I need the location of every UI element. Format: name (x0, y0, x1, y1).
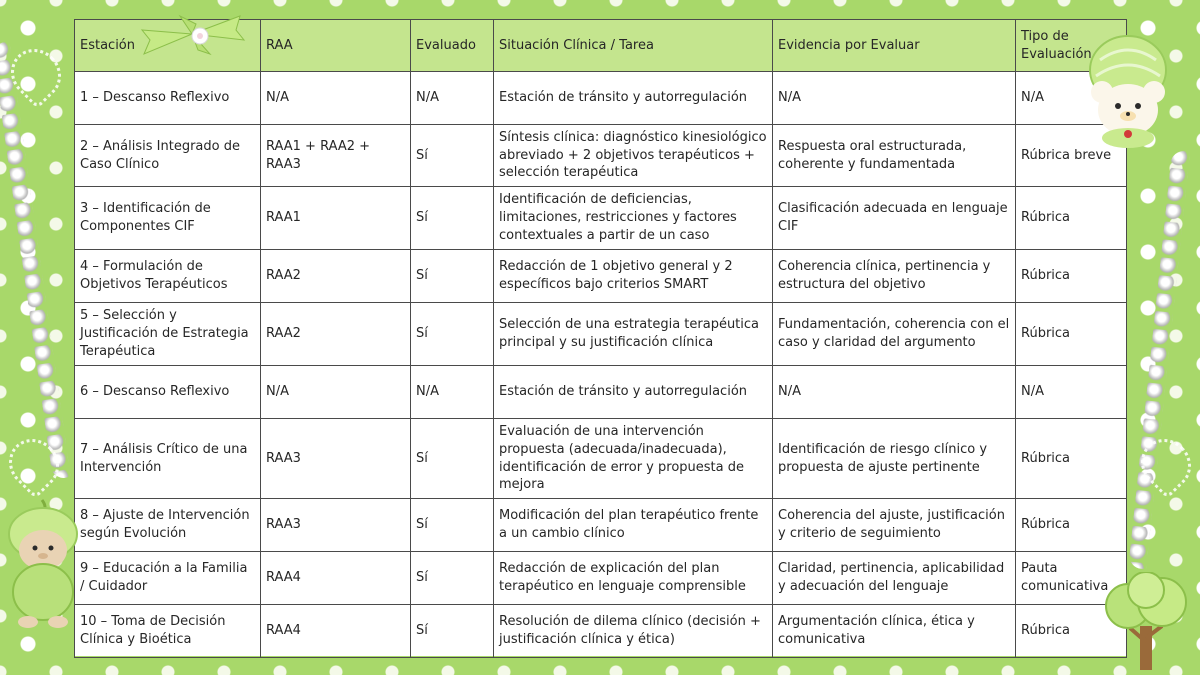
header-tipo: Tipo de Evaluación (1016, 20, 1127, 72)
evaluation-table-card (74, 19, 1126, 656)
header-evidencia: Evidencia por Evaluar (773, 20, 1016, 72)
cell-raa: N/A (261, 72, 411, 125)
melon-plush-figure-icon (4, 498, 82, 630)
table-row (75, 303, 1127, 366)
cell-estacion: 9 – Educación a la Familia / Cuidador (75, 552, 261, 605)
table-row (75, 72, 1127, 125)
cell-evidencia: Claridad, pertinencia, aplicabilidad y adecuación del lenguaje (773, 552, 1016, 605)
ribbon-bow-icon (140, 10, 246, 62)
cell-estacion: 10 – Toma de Decisión Clínica y Bioética (75, 605, 261, 658)
cell-situacion: Identificación de deficiencias, limitaciones, restricciones y factores contextuales a partir de un caso (494, 187, 773, 250)
cell-evidencia: N/A (773, 366, 1016, 419)
green-tree-icon (1096, 572, 1196, 675)
cell-raa: RAA4 (261, 552, 411, 605)
cell-situacion: Selección de una estrategia terapéutica principal y su justificación clínica (494, 303, 773, 366)
cell-tipo: Rúbrica (1016, 303, 1127, 366)
cell-estacion: 2 – Análisis Integrado de Caso Clínico (75, 125, 261, 187)
cell-situacion: Estación de tránsito y autorregulación (494, 72, 773, 125)
cell-situacion: Redacción de explicación del plan terapéutico en lenguaje comprensible (494, 552, 773, 605)
cell-tipo: Rúbrica breve (1016, 125, 1127, 187)
header-raa: RAA (261, 20, 411, 72)
header-evaluado: Evaluado (411, 20, 494, 72)
table-row (75, 250, 1127, 303)
cell-tipo: Pauta comunicativa (1016, 552, 1127, 605)
cell-raa: RAA1 (261, 187, 411, 250)
cell-tipo: Rúbrica (1016, 419, 1127, 499)
cell-evaluado: Sí (411, 187, 494, 250)
cell-evaluado: Sí (411, 419, 494, 499)
table-row (75, 605, 1127, 658)
cell-estacion: 1 – Descanso Reflexivo (75, 72, 261, 125)
cell-tipo: Rúbrica (1016, 499, 1127, 552)
pearl-strand-left (0, 40, 78, 479)
cell-tipo: Rúbrica (1016, 250, 1127, 303)
cell-evaluado: Sí (411, 250, 494, 303)
melon-plush-bear-icon (1080, 30, 1176, 148)
cell-raa: RAA2 (261, 303, 411, 366)
cell-situacion: Redacción de 1 objetivo general y 2 específicos bajo criterios SMART (494, 250, 773, 303)
cell-tipo: N/A (1016, 72, 1127, 125)
cell-evidencia: N/A (773, 72, 1016, 125)
header-estacion: Estación (75, 20, 261, 72)
cell-situacion: Síntesis clínica: diagnóstico kinesiológico abreviado + 2 objetivos terapéuticos + selección terapéutica (494, 125, 773, 187)
cell-estacion: 6 – Descanso Reflexivo (75, 366, 261, 419)
cell-tipo: Rúbrica (1016, 605, 1127, 658)
cell-estacion: 7 – Análisis Crítico de una Intervención (75, 419, 261, 499)
cell-situacion: Evaluación de una intervención propuesta (adecuada/inadecuada), identificación de error y propuesta de mejora (494, 419, 773, 499)
cell-evidencia: Clasificación adecuada en lenguaje CIF (773, 187, 1016, 250)
table-row (75, 366, 1127, 419)
cell-evaluado: Sí (411, 125, 494, 187)
cell-evidencia: Respuesta oral estructurada, coherente y fundamentada (773, 125, 1016, 187)
cell-raa: RAA3 (261, 419, 411, 499)
table-row (75, 499, 1127, 552)
cell-tipo: Rúbrica (1016, 187, 1127, 250)
cell-raa: RAA3 (261, 499, 411, 552)
table-row (75, 552, 1127, 605)
cell-situacion: Resolución de dilema clínico (decisión + justificación clínica y ética) (494, 605, 773, 658)
cell-estacion: 3 – Identificación de Componentes CIF (75, 187, 261, 250)
cell-evidencia: Argumentación clínica, ética y comunicativa (773, 605, 1016, 658)
cell-evidencia: Coherencia del ajuste, justificación y criterio de seguimiento (773, 499, 1016, 552)
cell-evaluado: N/A (411, 366, 494, 419)
table-row (75, 419, 1127, 499)
header-situacion: Situación Clínica / Tarea (494, 20, 773, 72)
cell-evaluado: Sí (411, 499, 494, 552)
cell-tipo: N/A (1016, 366, 1127, 419)
cell-evidencia: Fundamentación, coherencia con el caso y claridad del argumento (773, 303, 1016, 366)
cell-raa: RAA2 (261, 250, 411, 303)
cell-evidencia: Identificación de riesgo clínico y propuesta de ajuste pertinente (773, 419, 1016, 499)
cell-evidencia: Coherencia clínica, pertinencia y estructura del objetivo (773, 250, 1016, 303)
cell-evaluado: N/A (411, 72, 494, 125)
cell-raa: N/A (261, 366, 411, 419)
cell-evaluado: Sí (411, 552, 494, 605)
table-row (75, 125, 1127, 187)
table-row (75, 187, 1127, 250)
cell-estacion: 8 – Ajuste de Intervención según Evolución (75, 499, 261, 552)
cell-estacion: 4 – Formulación de Objetivos Terapéuticos (75, 250, 261, 303)
cell-situacion: Estación de tránsito y autorregulación (494, 366, 773, 419)
cell-situacion: Modificación del plan terapéutico frente a un cambio clínico (494, 499, 773, 552)
cell-evaluado: Sí (411, 303, 494, 366)
cell-evaluado: Sí (411, 605, 494, 658)
evaluation-table (74, 19, 1127, 658)
cell-raa: RAA4 (261, 605, 411, 658)
pearl-strand-right (1128, 150, 1198, 570)
cell-raa: RAA1 + RAA2 + RAA3 (261, 125, 411, 187)
cell-estacion: 5 – Selección y Justificación de Estrategia Terapéutica (75, 303, 261, 366)
